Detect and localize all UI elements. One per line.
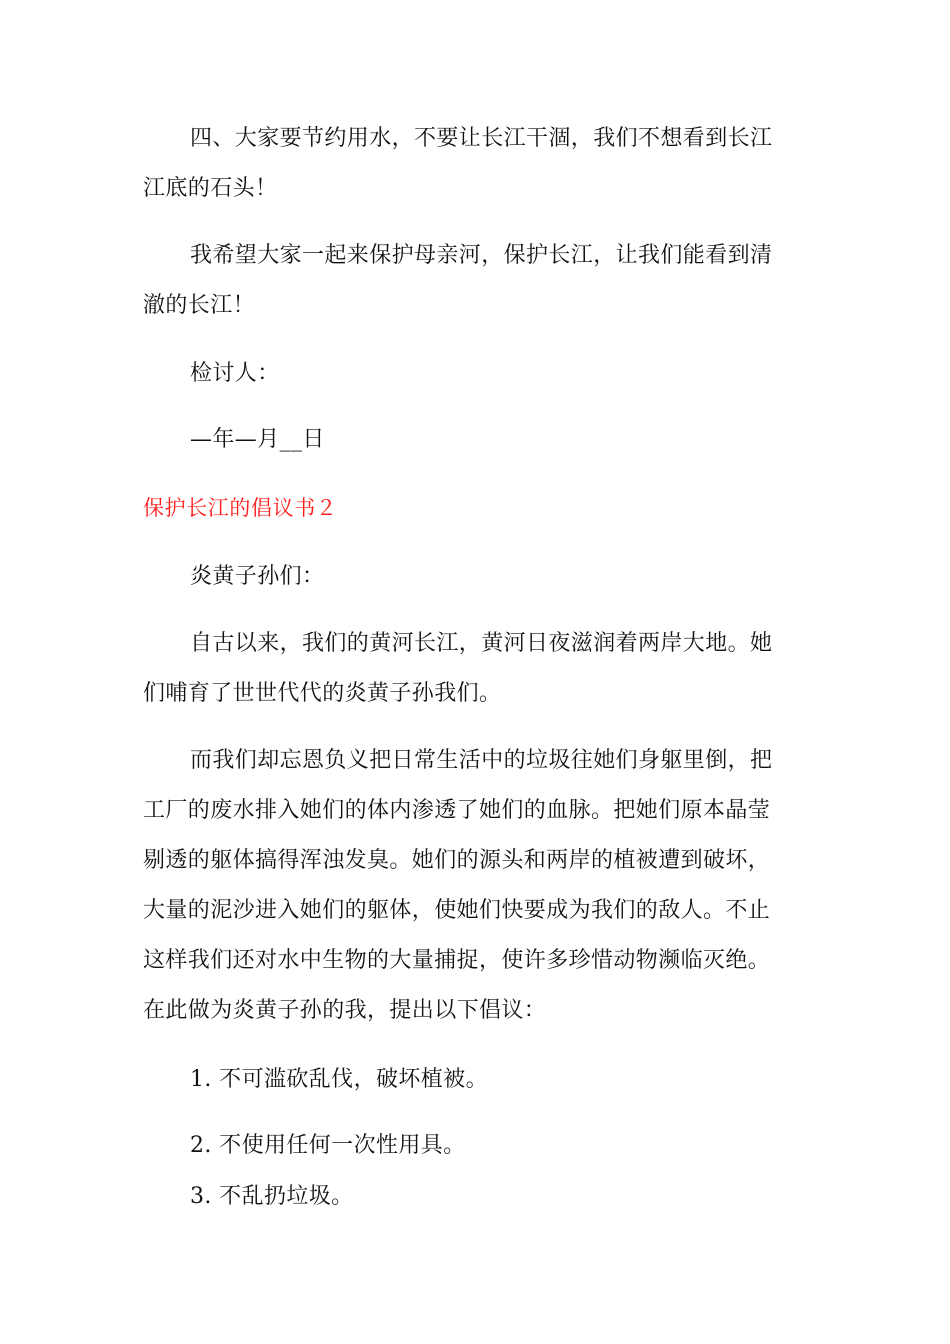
hope-line-1: 我希望大家一起来保护母亲河，保护长江，让我们能看到清 xyxy=(190,243,773,268)
hope-line-2: 澈的长江！ xyxy=(143,293,256,318)
paragraph-1-line-2: 们哺育了世世代代的炎黄子孙我们。 xyxy=(143,681,502,706)
signer-label: 检讨人： xyxy=(190,361,280,386)
section-heading: 保护长江的倡议书２ xyxy=(143,496,338,520)
proposal-item-3: 3. 不乱扔垃圾。 xyxy=(190,1184,354,1209)
salutation: 炎黄子孙们： xyxy=(190,564,325,589)
proposal-item-1: 1. 不可滥砍乱伐，破坏植被。 xyxy=(190,1067,488,1092)
item-4-line-1: 四、大家要节约用水，不要让长江干涸，我们不想看到长江 xyxy=(190,126,773,151)
paragraph-2-line-3: 剔透的躯体搞得浑浊发臭。她们的源头和两岸的植被遭到破坏， xyxy=(143,848,771,873)
paragraph-1-line-1: 自古以来，我们的黄河长江，黄河日夜滋润着两岸大地。她 xyxy=(190,631,773,656)
paragraph-2-line-4: 大量的泥沙进入她们的躯体，使她们快要成为我们的敌人。不止 xyxy=(143,898,771,923)
paragraph-2-line-6: 在此做为炎黄子孙的我，提出以下倡议： xyxy=(143,998,547,1023)
date-line: —年—月__日 xyxy=(190,427,325,452)
paragraph-2-line-2: 工厂的废水排入她们的体内渗透了她们的血脉。把她们原本晶莹 xyxy=(143,798,771,823)
item-4-line-2: 江底的石头！ xyxy=(143,176,278,201)
paragraph-2-line-1: 而我们却忘恩负义把日常生活中的垃圾往她们身躯里倒，把 xyxy=(190,748,773,773)
proposal-item-2: 2. 不使用任何一次性用具。 xyxy=(190,1133,466,1158)
paragraph-2-line-5: 这样我们还对水中生物的大量捕捉，使许多珍惜动物濒临灭绝。 xyxy=(143,948,771,973)
